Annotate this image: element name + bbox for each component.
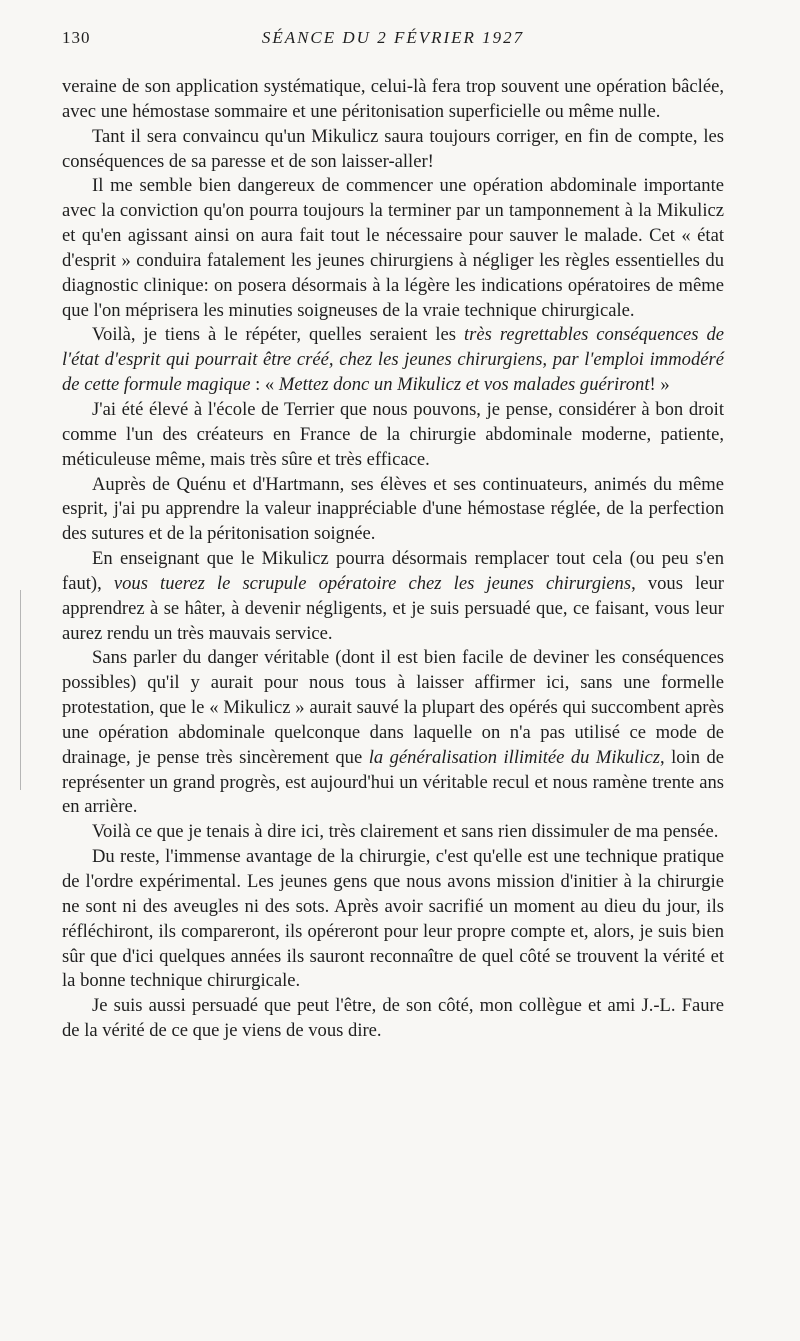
italic-text: vous tuerez le scrupule opératoire chez les jeunes chirurgiens — [113, 572, 632, 594]
margin-pencil-mark — [20, 590, 41, 790]
page-number: 130 — [62, 28, 91, 47]
text-run: , vous leur apprendrez à se hâter, à devenir négligents, et je suis persuadé que, ce faisant, vous leur aurez rendu un très mauvais service. — [62, 572, 724, 644]
text-run: veraine de son application systématique, celui-là fera trop souvent une opération bâclée, avec une hémostase sommaire et une péritonisation superficielle ou même nulle. — [62, 76, 724, 122]
text-run: Il me semble bien dangereux de commencer une opération abdominale importante avec la conviction qu'on pourra toujours la terminer par un tamponnement à la Mikulicz et qu'en agissant ainsi on aura fait tout le nécessaire pour sauver le malade. Cet « état d'esprit » conduira fatalement les jeunes chirurgiens à négliger les règles essentielles du diagnostic clinique: on posera désormais à la légère les indications opératoires de même que l'on méprisera les minuties soigneuses de la vraie technique chirurgicale. — [62, 175, 724, 321]
body-text — [62, 75, 724, 1044]
text-run: Tant il sera convaincu qu'un Mikulicz saura toujours corriger, en fin de compte, les conséquences de sa paresse et de son laisser-aller! — [62, 125, 724, 172]
text-run: Auprès de Quénu et d'Hartmann, ses élèves et ses continuateurs, animés du même esprit, j'ai pu apprendre la valeur inappréciable d'une hémostase réglée, de la perfection des sutures et de la péritonisation soignée. — [62, 473, 724, 545]
paragraph — [62, 820, 724, 845]
paragraph — [62, 174, 724, 323]
page-header — [62, 22, 724, 52]
paragraph — [62, 398, 724, 473]
paragraph — [62, 473, 724, 548]
paragraph — [62, 547, 724, 646]
text-run: Je suis aussi persuadé que peut l'être, de son côté, mon collègue et ami J.-L. Faure de la vérité de ce que je viens de vous dire. — [62, 995, 724, 1042]
italic-text: la généralisation illimitée du Mikulicz — [368, 746, 660, 768]
text-run: Du reste, l'immense avantage de la chirurgie, c'est qu'elle est une technique pratique de l'ordre expérimental. Les jeunes gens que nous avons mission d'initier à la chirurgie ne sont ni des aveugles ni des sots. Après avoir sacrifié un moment au dieu du jour, ils réfléchiront, ils compareront, ils opéreront pour leur propre compte et, alors, je suis bien sûr que d'ici quelques années ils sauront reconnaître de quel côté se trouvent la vérité et la bonne technique chirurgicale. — [62, 846, 724, 992]
paragraph — [62, 994, 724, 1044]
text-run: Voilà, je tiens à le répéter, quelles seraient les — [92, 324, 464, 346]
text-run: En enseignant que le Mikulicz pourra désormais remplacer tout cela (ou peu s'en faut), — [62, 548, 724, 594]
running-title: SÉANCE DU 2 FÉVRIER 1927 — [261, 28, 525, 47]
text-run: Voilà ce que je tenais à dire ici, très clairement et sans rien dissimuler de ma pensée. — [92, 821, 719, 843]
document-page — [62, 22, 724, 1044]
text-run: : « — [250, 374, 279, 396]
text-run: Sans parler du danger véritable (dont il est bien facile de deviner les conséquences possibles) qu'il y aurait pour nous tous à laisser affirmer ici, sans une formelle protestation, que le « Mikulicz » aurait sauvé la plupart des opérés qui succombent après une opération abdominale quelconque dans laquelle on n'a pas utilisé ce mode de drainage, je pense très sincèrement que — [62, 647, 724, 768]
paragraph — [62, 323, 724, 398]
text-run: ! » — [649, 374, 670, 396]
paragraph — [62, 845, 724, 994]
text-run: , loin de représenter un grand progrès, est aujourd'hui un véritable recul et nous ramène trente ans en arrière. — [62, 746, 725, 818]
paragraph — [62, 125, 724, 175]
italic-text: Mettez donc un Mikulicz et vos malades guériront — [278, 374, 650, 396]
paragraph — [62, 75, 724, 125]
text-run: J'ai été élevé à l'école de Terrier que nous pouvons, je pense, considérer à bon droit comme l'un des créateurs en France de la chirurgie abdominale moderne, patiente, méticuleuse même, mais très sûre et très efficace. — [62, 398, 724, 470]
paragraph — [62, 646, 724, 820]
italic-text: très regrettables conséquences de l'état d'esprit qui pourrait être créé, chez les jeunes chirurgiens, par l'emploi immodéré de cette formule magique — [62, 324, 724, 396]
